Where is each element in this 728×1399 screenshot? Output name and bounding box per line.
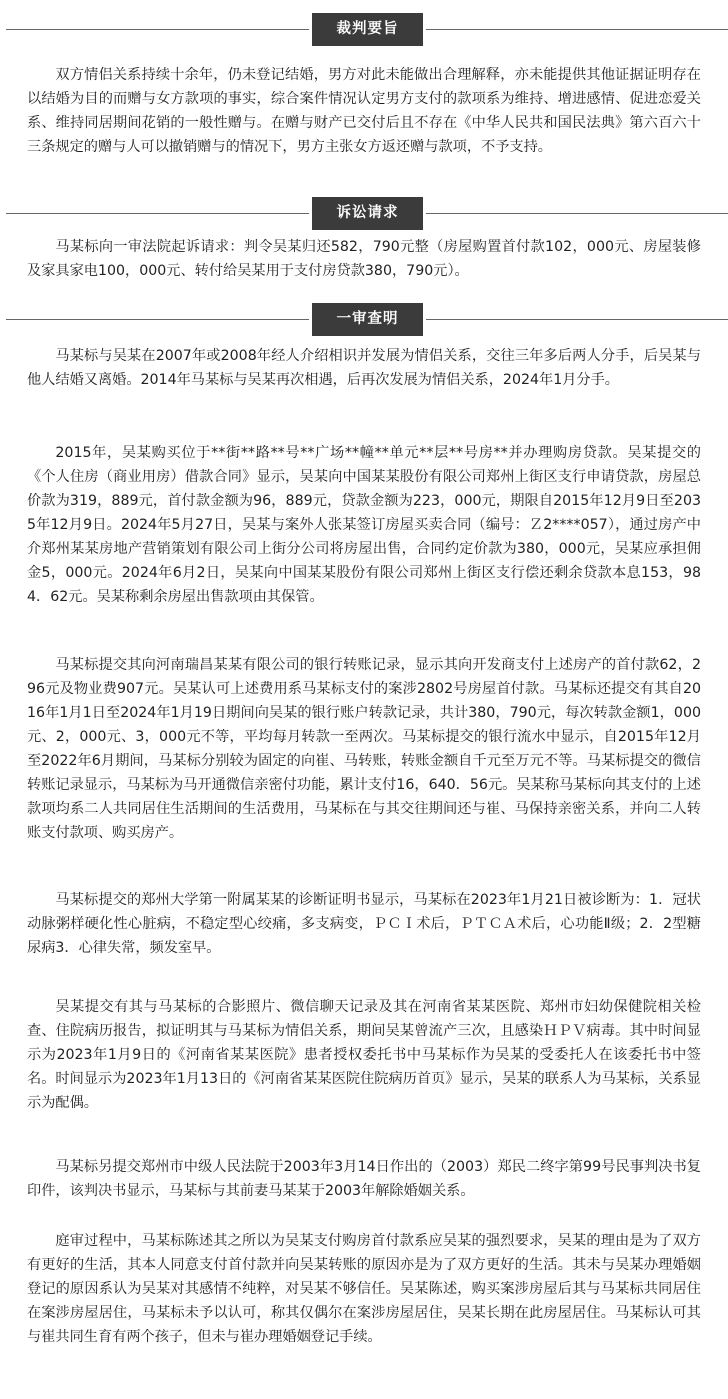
facts-paragraph-diagnosis: 马某标提交的郑州大学第一附属某某的诊断证明书显示，马某标在2023年1月21日被诊断为：1．冠状动脉粥样硬化性心脏病，不稳定型心绞痛，多支病变，ＰＣＩ术后，ＰＴＣＡ术后，心功能Ⅱ级；2．2型糖尿病3．心律失常，频发室早。 bbox=[27, 892, 701, 956]
facts-paragraph-transfers: 马某标提交其向河南瑞昌某某有限公司的银行转账记录，显示其向开发商支付上述房产的首付款62，296元及物业费907元。吴某认可上述费用系马某标支付的案涉2802号房屋首付款。马某标还提交有其自2016年1月1日至2024年1月19日期间向吴某的银行账户转款记录，共计380，790元，每次转款金额1，000元、2，000元、3，000元不等，平均每月转款一至两次。马某标提交的银行流水中显示，自2015年12月至2022年6月期间，马某标分别较为固定的向崔、马转账，转账金额自千元至万元不等。马某标提交的微信转账记录显示，马某标为马开通微信亲密付功能，累计支付16，640．56元。吴某称马某标向其支付的上述款项均系二人共同居住生活期间的生活费用，马某标在与其交往期间还与崔、马保持亲密关系，并向二人转账支付款项、购买房产。 bbox=[27, 657, 701, 841]
ruling-summary-paragraph: 双方情侣关系持续十余年，仍未登记结婚，男方对此未能做出合理解释，亦未能提供其他证据证明存在以结婚为目的而赠与女方款项的事实，综合案件情况认定男方支付的款项系为维持、增进感情、促进恋爱关系、维持同居期间花销的一般性赠与。在赠与财产已交付后且不存在《中华人民共和国民法典》第六百六十三条规定的赠与人可以撤销赠与的情况下，男方主张女方返还赠与款项，不予支持。 bbox=[27, 67, 701, 155]
claims-paragraph: 马某标向一审法院起诉请求：判令吴某归还582，790元整（房屋购置首付款102，000元、房屋装修及家具家电100，000元、转付给吴某用于支付房贷款380，790元）。 bbox=[27, 239, 701, 279]
facts-paragraph-court-statements: 庭审过程中，马某标陈述其之所以为吴某支付购房首付款系应吴某的强烈要求，吴某的理由是为了双方有更好的生活，其本人同意支付首付款并向吴某转账的原因亦是为了双方更好的生活。其未与吴某办理婚姻登记的原因系认为吴某对其感情不纯粹，对吴某不够信任。吴某陈述，购买案涉房屋后其与马某标共同居住在案涉房屋居住，马某标未予以认可，称其仅偶尔在案涉房屋居住，吴某长期在此房屋居住。马某标认可其与崔共同生育有两个孩子，但未与崔办理婚姻登记手续。 bbox=[27, 1233, 701, 1345]
section-title-claims: 诉讼请求 bbox=[312, 197, 423, 230]
facts-paragraph-house-purchase: 2015年，吴某购买位于**街**路**号**广场**幢**单元**层**号房**并办理购房贷款。吴某提交的《个人住房（商业用房）借款合同》显示，吴某向中国某某股份有限公司郑州上街区支行申请贷款，房屋总价款为319，889元，首付款金额为96，889元，贷款金额为223，000元，期限自2015年12月9日至2035年12月9日。2024年5月27日，吴某与案外人张某签订房屋买卖合同（编号：Ｚ2****057），通过房产中介郑州某某房地产营销策划有限公司上街分公司将房屋出售，合同约定价款为380，000元，吴某应承担佣金5，000元。2024年6月2日，吴某向中国某某股份有限公司郑州上街区支行偿还剩余贷款本息153，984．62元。吴某称剩余房屋出售款项由其保管。 bbox=[27, 445, 701, 605]
facts-paragraph-evidence: 吴某提交有其与马某标的合影照片、微信聊天记录及其在河南省某某医院、郑州市妇幼保健院相关检查、住院病历报告，拟证明其与马某标为情侣关系，期间吴某曾流产三次，且感染ＨＰＶ病毒。其中时间显示为2023年1月9日的《河南省某某医院》患者授权委托书中马某标作为吴某的受委托人在该委托书中签名。时间显示为2023年1月13日的《河南省某某医院住院病历首页》显示，吴某的联系人为马某标，关系显示为配偶。 bbox=[27, 999, 701, 1111]
facts-paragraph-relationship: 马某标与吴某在2007年或2008年经人介绍相识并发展为情侣关系，交往三年多后两人分手，后吴某与他人结婚又离婚。2014年马某标与吴某再次相遇，后再次发展为情侣关系，2024年1月分手。 bbox=[27, 348, 701, 388]
section-title-first-instance-facts: 一审查明 bbox=[312, 303, 423, 336]
section-title-ruling-summary: 裁判要旨 bbox=[312, 13, 423, 46]
facts-paragraph-divorce-judgment: 马某标另提交郑州市中级人民法院于2003年3月14日作出的（2003）郑民二终字第99号民事判决书复印件，该判决书显示，马某标与其前妻马某某于2003年解除婚姻关系。 bbox=[27, 1159, 701, 1199]
